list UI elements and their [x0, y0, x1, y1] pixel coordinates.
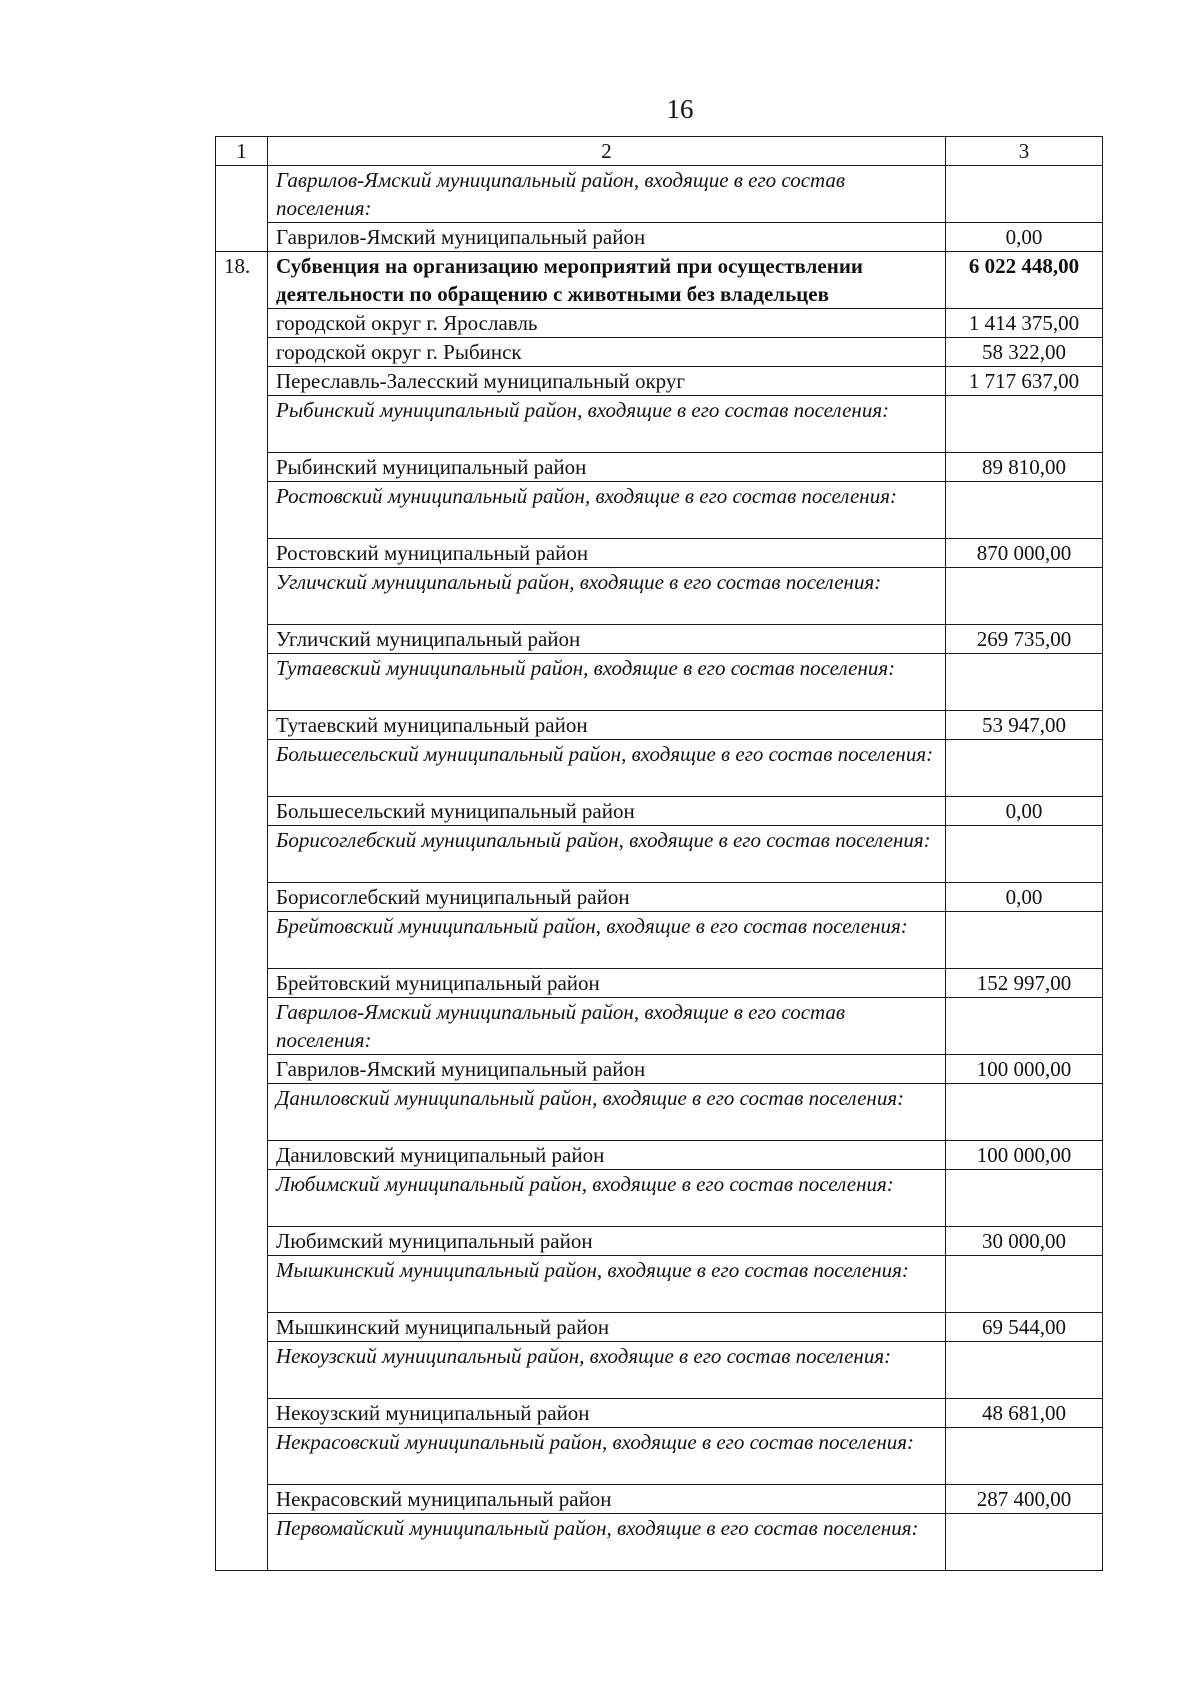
- table-row: [216, 482, 1103, 539]
- row-number-cell: 18.: [216, 252, 268, 1571]
- table-row: [216, 711, 1103, 740]
- amount-cell: 1 414 375,00: [946, 309, 1103, 338]
- name-cell: Любимский муниципальный район: [268, 1227, 946, 1256]
- name-cell: Некрасовский муниципальный район: [268, 1485, 946, 1514]
- group-heading-cell: Тутаевский муниципальный район, входящие в его состав поселения:: [268, 654, 946, 711]
- table-row: [216, 309, 1103, 338]
- name-cell: Угличский муниципальный район: [268, 625, 946, 654]
- amount-cell: [946, 998, 1103, 1055]
- table-row: [216, 797, 1103, 826]
- amount-cell: [946, 1514, 1103, 1571]
- table-row: [216, 338, 1103, 367]
- header-cell-amount: 3: [946, 137, 1103, 166]
- table-row: [216, 568, 1103, 625]
- name-cell: Субвенция на организацию мероприятий при осуществлении деятельности по обращению с животными без владельцев: [268, 252, 946, 309]
- table-row: [216, 252, 1103, 309]
- group-heading-cell: Угличский муниципальный район, входящие в его состав поселения:: [268, 568, 946, 625]
- name-cell: Переславль-Залесский муниципальный округ: [268, 367, 946, 396]
- amount-cell: 30 000,00: [946, 1227, 1103, 1256]
- table-row: [216, 1141, 1103, 1170]
- table-row: [216, 1342, 1103, 1399]
- amount-cell: 870 000,00: [946, 539, 1103, 568]
- table-row: [216, 883, 1103, 912]
- name-cell: Некоузский муниципальный район: [268, 1399, 946, 1428]
- table-row: [216, 1514, 1103, 1571]
- table-row: [216, 1170, 1103, 1227]
- table-row: [216, 1256, 1103, 1313]
- amount-cell: 6 022 448,00: [946, 252, 1103, 309]
- group-heading-cell: Некрасовский муниципальный район, входящие в его состав поселения:: [268, 1428, 946, 1485]
- name-cell: Ростовский муниципальный район: [268, 539, 946, 568]
- amount-cell: 0,00: [946, 797, 1103, 826]
- table-row: [216, 998, 1103, 1055]
- group-heading-cell: Некоузский муниципальный район, входящие в его состав поселения:: [268, 1342, 946, 1399]
- amount-cell: [946, 1428, 1103, 1485]
- table-row: [216, 1084, 1103, 1141]
- group-heading-cell: Борисоглебский муниципальный район, входящие в его состав поселения:: [268, 826, 946, 883]
- name-cell: городской округ г. Ярославль: [268, 309, 946, 338]
- amount-cell: [946, 568, 1103, 625]
- group-heading-cell: Гаврилов-Ямский муниципальный район, входящие в его состав поселения:: [268, 998, 946, 1055]
- group-heading-cell: Брейтовский муниципальный район, входящие в его состав поселения:: [268, 912, 946, 969]
- table-row: [216, 654, 1103, 711]
- table-row: [216, 396, 1103, 453]
- table-row: [216, 740, 1103, 797]
- table-row: [216, 223, 1103, 252]
- name-cell: Большесельский муниципальный район: [268, 797, 946, 826]
- header-cell-number: 1: [216, 137, 268, 166]
- table-row: [216, 1428, 1103, 1485]
- table-row: [216, 912, 1103, 969]
- amount-cell: [946, 826, 1103, 883]
- name-cell: Гаврилов-Ямский муниципальный район: [268, 223, 946, 252]
- amount-cell: [946, 654, 1103, 711]
- table-row: [216, 1055, 1103, 1084]
- name-cell: Рыбинский муниципальный район: [268, 453, 946, 482]
- table-row: [216, 826, 1103, 883]
- amount-cell: [946, 1342, 1103, 1399]
- group-heading-cell: Рыбинский муниципальный район, входящие в его состав поселения:: [268, 396, 946, 453]
- table-row: [216, 453, 1103, 482]
- amount-cell: [946, 166, 1103, 223]
- group-heading-cell: Большесельский муниципальный район, входящие в его состав поселения:: [268, 740, 946, 797]
- amount-cell: [946, 1084, 1103, 1141]
- amount-cell: [946, 1256, 1103, 1313]
- table-row: [216, 969, 1103, 998]
- amount-cell: 100 000,00: [946, 1055, 1103, 1084]
- amount-cell: 0,00: [946, 883, 1103, 912]
- group-heading-cell: Мышкинский муниципальный район, входящие в его состав поселения:: [268, 1256, 946, 1313]
- amount-cell: [946, 482, 1103, 539]
- table-row: [216, 1399, 1103, 1428]
- amount-cell: 100 000,00: [946, 1141, 1103, 1170]
- amount-cell: [946, 396, 1103, 453]
- table-row: [216, 625, 1103, 654]
- table-row: [216, 367, 1103, 396]
- name-cell: Борисоглебский муниципальный район: [268, 883, 946, 912]
- group-heading-cell: Даниловский муниципальный район, входящие в его состав поселения:: [268, 1084, 946, 1141]
- amount-cell: [946, 740, 1103, 797]
- name-cell: Гаврилов-Ямский муниципальный район: [268, 1055, 946, 1084]
- name-cell: Тутаевский муниципальный район: [268, 711, 946, 740]
- table-row: [216, 1313, 1103, 1342]
- table-row: [216, 539, 1103, 568]
- table-row: [216, 1227, 1103, 1256]
- amount-cell: 89 810,00: [946, 453, 1103, 482]
- amount-cell: [946, 912, 1103, 969]
- group-heading-cell: Гаврилов-Ямский муниципальный район, входящие в его состав поселения:: [268, 166, 946, 223]
- amount-cell: 48 681,00: [946, 1399, 1103, 1428]
- group-heading-cell: Ростовский муниципальный район, входящие в его состав поселения:: [268, 482, 946, 539]
- page-number: 16: [666, 94, 694, 124]
- name-cell: Брейтовский муниципальный район: [268, 969, 946, 998]
- amount-cell: 69 544,00: [946, 1313, 1103, 1342]
- amount-cell: 287 400,00: [946, 1485, 1103, 1514]
- name-cell: Мышкинский муниципальный район: [268, 1313, 946, 1342]
- header-cell-name: 2: [268, 137, 946, 166]
- name-cell: Даниловский муниципальный район: [268, 1141, 946, 1170]
- amount-cell: 152 997,00: [946, 969, 1103, 998]
- amount-cell: 269 735,00: [946, 625, 1103, 654]
- budget-table: [215, 136, 1103, 1571]
- table-row: [216, 166, 1103, 223]
- header-row: [216, 137, 1103, 166]
- group-heading-cell: Любимский муниципальный район, входящие в его состав поселения:: [268, 1170, 946, 1227]
- name-cell: городской округ г. Рыбинск: [268, 338, 946, 367]
- table-row: [216, 1485, 1103, 1514]
- amount-cell: 1 717 637,00: [946, 367, 1103, 396]
- table-body: [216, 137, 1103, 1571]
- group-heading-cell: Первомайский муниципальный район, входящие в его состав поселения:: [268, 1514, 946, 1571]
- amount-cell: 58 322,00: [946, 338, 1103, 367]
- amount-cell: 0,00: [946, 223, 1103, 252]
- amount-cell: 53 947,00: [946, 711, 1103, 740]
- row-number-cell: [216, 166, 268, 252]
- amount-cell: [946, 1170, 1103, 1227]
